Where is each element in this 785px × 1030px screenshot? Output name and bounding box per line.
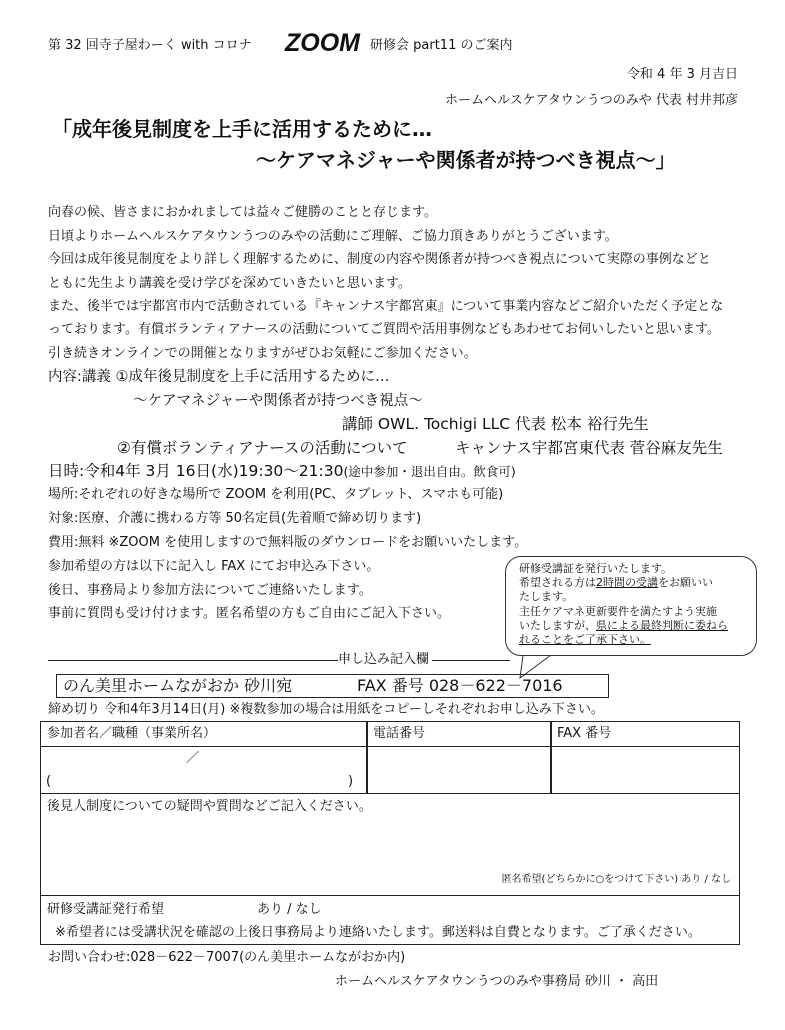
callout-line [519, 576, 713, 590]
callout-text: をお願いい [658, 576, 713, 589]
column-header: 参加者名／職種（事業所名） [47, 726, 217, 741]
certificate-label: 研修受講証発行希望 [47, 902, 165, 917]
datetime-note: (途中参加・退出自由。飲食可) [343, 464, 516, 479]
header-cell-name [40, 721, 368, 747]
page-title-line2: ～ケアマネジャーや関係者が持つべき視点～」 [256, 148, 676, 172]
divider [48, 660, 338, 661]
callout-line: たします。 [519, 590, 574, 603]
body-line: っております。有償ボランティアナースの活動についてご質問や活用事例などもあわせてお伺いしたいと思います。 [48, 322, 720, 337]
name-input-cell[interactable] [40, 746, 368, 794]
body-line: また、後半では宇都宮市内で活動されている『キャンナス宇都宮東』について事業内容などご紹介いただく予定とな [48, 299, 724, 314]
certificate-callout [505, 556, 757, 656]
event-fee: 費用:無料 ※ZOOM を使用しますので無料版のダウンロードをお願いいたします。 [48, 535, 528, 550]
body-line: 引き続きオンラインでの開催となりますがぜひお気軽にご参加ください。 [48, 346, 477, 361]
page-title-line1: 「成年後見制度を上手に活用するために… [52, 117, 432, 141]
apply-instruction-1: 参加希望の方は以下に記入し FAX にてお申込み下さい。 [48, 559, 380, 574]
apply-instruction-3: 事前に質問も受け付けます。匿名希望の方もご自由にご記入下さい。 [48, 606, 450, 621]
questions-input-cell[interactable] [40, 793, 740, 896]
apply-instruction-2: 後日、事務局より参加方法についてご連絡いたします。 [48, 583, 372, 598]
datetime-main: 日時:令和4年 3月 16日(水)19:30～21:30 [48, 462, 344, 480]
fax-destination-box [56, 674, 609, 698]
anonymous-choice[interactable]: 匿名希望(どちらかに○をつけて下さい) あり / なし [501, 874, 731, 885]
certificate-request-cell [40, 895, 740, 945]
fax-recipient: のん美里ホームながおか 砂川宛 [63, 676, 293, 695]
questions-label: 後見人制度についての疑問や質問などご記入ください。 [47, 799, 372, 814]
event-place: 場所:それぞれの好きな場所で ZOOM を利用(PC、タブレット、スマホも可能) [48, 487, 504, 502]
fax-input-cell[interactable] [550, 746, 740, 794]
divider [432, 660, 510, 661]
contact-info: お問い合わせ:028－622－7007(のん美里ホームながおか内) [48, 950, 406, 965]
header-suffix: 研修会 part11 のご案内 [370, 38, 513, 53]
office-info: ホームヘルスケアタウンうつのみや事務局 砂川 ・ 高田 [335, 974, 659, 989]
callout-line: 主任ケアマネ更新要件を満たすよう実施 [519, 605, 717, 618]
header-cell-fax [550, 721, 740, 747]
lecturer-2: キャンナス宇都宮東代表 菅谷麻友先生 [455, 439, 723, 457]
paren-close: ) [348, 774, 354, 789]
callout-line: 研修受講証を発行いたします。 [519, 562, 673, 575]
column-header: 電話番号 [373, 726, 426, 741]
deadline-text: 締め切り 令和4年3月14日(月) ※複数参加の場合は用紙をコピーしそれぞれお申し込み下さい。 [48, 702, 604, 717]
header-prefix: 第 32 回寺子屋わーく with コロナ [48, 38, 252, 53]
header-cell-phone [366, 721, 552, 747]
column-header: FAX 番号 [557, 726, 612, 741]
callout-line: れることをご了承下さい。 [519, 633, 651, 646]
body-line: 日頃よりホームヘルスケアタウンうつのみやの活動にご理解、ご協力頂きありがとうございます。 [48, 229, 618, 244]
issue-date: 令和 4 年 3 月吉日 [626, 67, 738, 82]
zoom-logo-text: ZOOM [285, 29, 360, 57]
callout-text: いたしますが、 [519, 619, 596, 632]
callout-text: 希望される方は [519, 576, 596, 589]
form-section-label: 申し込み記入欄 [338, 652, 430, 667]
certificate-choice[interactable]: あり / なし [257, 902, 322, 917]
callout-emphasis: 県による最終判断に委ねら [596, 619, 728, 632]
content-lecture-1: 内容:講義 ①成年後見制度を上手に活用するために… [48, 369, 390, 385]
paren-open: ( [46, 774, 52, 789]
event-datetime [48, 463, 516, 481]
certificate-note: ※希望者には受講状況を確認の上後日事務局より連絡いたします。郵送料は自費となります。ご了承ください。 [55, 925, 701, 940]
body-line: 向春の候、皆さまにおかれましては益々ご健勝のことと存じます。 [48, 205, 437, 220]
phone-input-cell[interactable] [366, 746, 552, 794]
callout-line [519, 619, 728, 633]
content-lecture-1-subtitle: ～ケアマネジャーや関係者が持つべき視点～ [133, 393, 423, 409]
body-line: ともに先生より講義を受け学びを深めていきたいと思います。 [48, 276, 411, 291]
sender: ホームヘルスケアタウンうつのみや 代表 村井邦彦 [445, 93, 738, 108]
lecturer-1: 講師 OWL. Tochigi LLC 代表 松本 裕行先生 [342, 415, 649, 433]
callout-emphasis: 2時間の受講 [596, 576, 658, 589]
name-separator: ／ [186, 751, 200, 766]
body-line: 今回は成年後見制度をより詳しく理解するために、制度の内容や関係者が持つべき視点について実際の事例などと [48, 252, 711, 267]
content-lecture-2: ②有償ボランティアナースの活動について [117, 439, 408, 457]
fax-number: FAX 番号 028－622－7016 [357, 676, 563, 695]
event-target: 対象:医療、介護に携わる方等 50名定員(先着順で締め切ります) [48, 511, 422, 526]
